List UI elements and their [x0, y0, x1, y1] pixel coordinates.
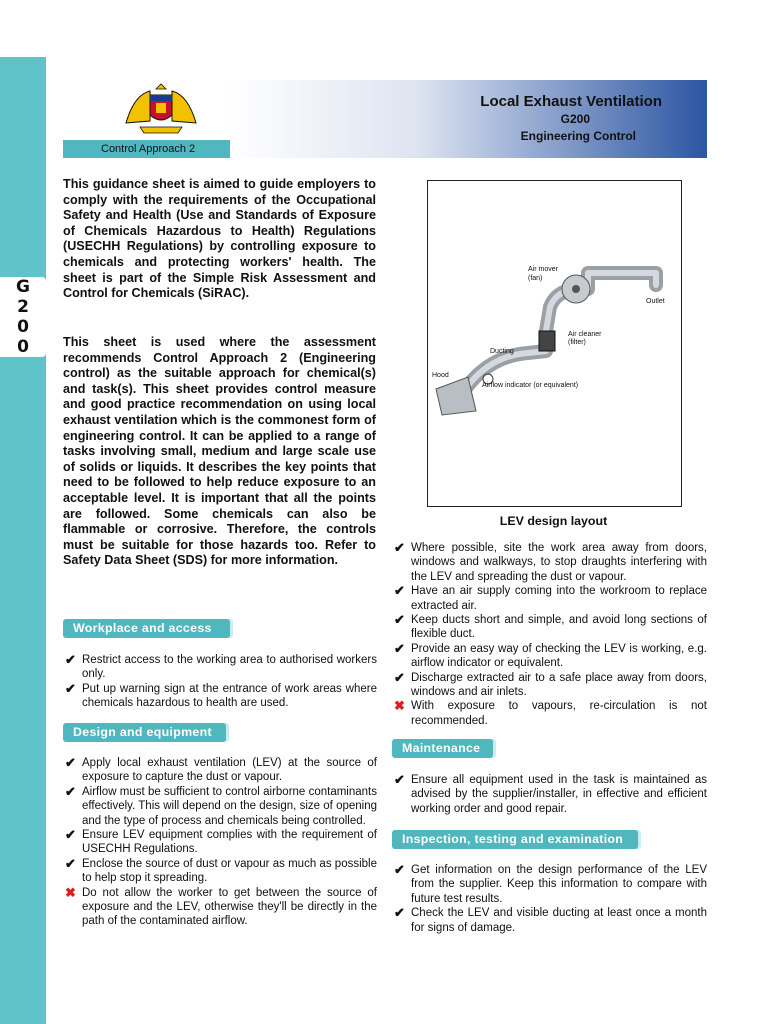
check-icon: ✔	[394, 583, 405, 599]
list-item	[63, 886, 377, 929]
list-item-text: Provide an easy way of checking the LEV is working, e.g. airflow indicator or equivalent.	[411, 642, 707, 670]
list-item	[392, 773, 707, 816]
page-title: Local Exhaust Ventilation	[480, 93, 662, 110]
sheet-code-char: 0	[17, 337, 29, 357]
list-item-text: Ensure all equipment used in the task is maintained as advised by the supplier/installer, in effective and efficient working order and good repair.	[411, 774, 707, 815]
list-item	[63, 653, 377, 682]
coat-of-arms-logo	[120, 83, 202, 135]
diagram-label: Air mover	[528, 266, 558, 273]
check-icon: ✔	[65, 652, 76, 667]
list-item	[392, 584, 707, 613]
check-icon: ✔	[65, 783, 76, 799]
check-icon: ✔	[394, 540, 405, 555]
section-heading-workplace: Workplace and access	[63, 619, 230, 638]
list-item	[392, 906, 707, 935]
sheet-code-char: 0	[17, 317, 29, 337]
list-item	[63, 828, 377, 857]
list-item-text: Restrict access to the working area to authorised workers only.	[82, 654, 377, 681]
check-icon: ✔	[65, 855, 76, 871]
check-icon: ✔	[394, 612, 405, 628]
sheet-code-char: G	[16, 277, 30, 297]
sheet-code-char: 2	[17, 297, 29, 317]
diagram-label: Airflow indicator (or equivalent)	[482, 382, 579, 389]
intro-paragraph: This sheet is used where the assessment recommends Control Approach 2 (Engineering control) as the suitable approach for chemical(s) and task(s). This sheet provides control measure and good practice recommendation on using local exhaust ventilation which is the commonest form of engineering control. It can be applied to a range of tasks involving small, medium and large scale use of solids or liquids. It describes the key points that need to be followed to help reduce exposure to an acceptable level. It is important that all the points are followed. Some chemicals can also be flammable or corrosive. Therefore, the controls must be suitable for those hazards too. Refer to Safety Data Sheet (SDS) for more information.	[63, 335, 376, 568]
check-icon: ✔	[65, 755, 76, 770]
section-heading-inspection: Inspection, testing and examination	[392, 830, 638, 849]
list-item-text: Airflow must be sufficient to control airborne contaminants effectively. This will depend on the design, size of opening and the type of process and chemicals being controlled.	[82, 785, 377, 827]
list-item	[392, 699, 707, 728]
list-item	[63, 756, 377, 785]
list-item-text: Where possible, site the work area away from doors, windows and walkways, to stop draughts interfering with the LEV and spreading the dust or vapour.	[411, 542, 707, 583]
lev-guidance-list	[392, 541, 707, 728]
check-icon: ✔	[394, 862, 405, 877]
list-item	[392, 863, 707, 906]
list-item-text: Get information on the design performance of the LEV from the supplier. Keep this information to compare with future test results.	[411, 864, 707, 905]
diagram-label: Outlet	[646, 298, 665, 305]
diagram-label: Ducting	[490, 348, 514, 355]
section-heading-maintenance: Maintenance	[392, 739, 493, 758]
list-item-text: Apply local exhaust ventilation (LEV) at the source of exposure to capture the dust or vapour.	[82, 757, 377, 784]
list-item-text: Put up warning sign at the entrance of work areas where chemicals hazardous to health are used.	[82, 682, 377, 710]
section-heading-design: Design and equipment	[63, 723, 226, 742]
side-band	[0, 57, 46, 1024]
list-item	[392, 671, 707, 700]
list-item-text: Enclose the source of dust or vapour as much as possible to help stop it spreading.	[82, 857, 377, 885]
check-icon: ✔	[394, 669, 405, 685]
inspection-list	[392, 863, 707, 935]
check-icon: ✔	[65, 827, 76, 843]
design-list	[63, 756, 377, 929]
list-item-text: Check the LEV and visible ducting at least once a month for signs of damage.	[411, 907, 707, 934]
list-item-text: Keep ducts short and simple, and avoid long sections of flexible duct.	[411, 614, 707, 641]
list-item-text: Do not allow the worker to get between the source of exposure and the LEV, otherwise they'll be directly in the path of the contaminated airflow.	[82, 886, 377, 928]
list-item	[392, 613, 707, 642]
list-item-text: Discharge extracted air to a safe place away from doors, windows and air inlets.	[411, 671, 707, 699]
intro-paragraph: This guidance sheet is aimed to guide employers to comply with the requirements of the Occupational Safety and Health (Use and Standards of Exposure of Chemicals Hazardous to Health) Regulations (USECHH Regulations) by controlling exposure to chemicals and protecting workers' health. The sheet is part of the Simple Risk Assessment and Control for Chemicals (SiRAC).	[63, 177, 376, 301]
check-icon: ✔	[394, 640, 405, 656]
list-item	[392, 642, 707, 671]
check-icon: ✔	[394, 772, 405, 787]
cross-icon: ✖	[394, 698, 405, 714]
page-subtitle: Engineering Control	[520, 129, 636, 143]
sheet-code: G200	[560, 112, 590, 126]
maintenance-list	[392, 773, 707, 816]
list-item-text: With exposure to vapours, re-circulation is not recommended.	[411, 700, 707, 727]
control-approach-label: Control Approach 2	[101, 143, 196, 155]
list-item-text: Have an air supply coming into the workroom to replace extracted air.	[411, 585, 707, 612]
check-icon: ✔	[65, 680, 76, 696]
workplace-list	[63, 653, 377, 711]
diagram-label: (filter)	[568, 339, 586, 346]
list-item	[63, 785, 377, 828]
lev-diagram-illustration	[428, 181, 681, 506]
list-item	[392, 541, 707, 584]
sheet-code-tab	[0, 277, 46, 357]
diagram-caption: LEV design layout	[499, 514, 608, 528]
check-icon: ✔	[394, 905, 405, 921]
diagram-label: (fan)	[528, 275, 543, 282]
list-item	[63, 857, 377, 886]
diagram-label: Hood	[432, 372, 449, 379]
cross-icon: ✖	[65, 884, 76, 900]
lev-diagram	[427, 180, 682, 507]
list-item-text: Ensure LEV equipment complies with the requirement of USECHH Regulations.	[82, 829, 377, 856]
diagram-label: Air cleaner	[568, 331, 602, 338]
list-item	[63, 682, 377, 711]
